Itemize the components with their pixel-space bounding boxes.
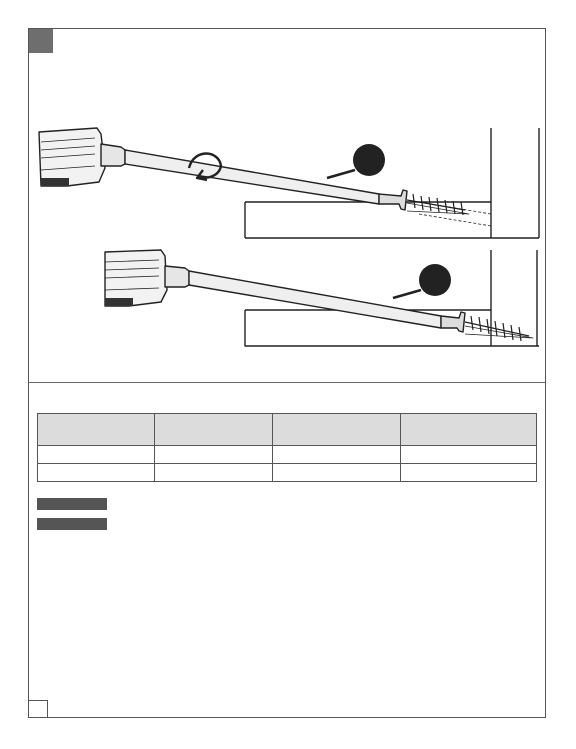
bottom-screw [441, 312, 465, 332]
top-callout-bubble [353, 144, 385, 176]
table-cell [155, 446, 273, 464]
table-header-cell [273, 414, 401, 446]
top-driver-shaft [125, 150, 379, 204]
table-cell [155, 464, 273, 482]
table-row [38, 446, 537, 464]
step-badge [29, 29, 53, 53]
table-header-cell [401, 414, 537, 446]
bottom-scene [105, 250, 539, 346]
note-tag-1 [37, 498, 107, 510]
table-row [38, 464, 537, 482]
table-cell [273, 464, 401, 482]
top-chuck [101, 144, 125, 166]
table-cell [38, 464, 155, 482]
section-divider [29, 382, 545, 383]
top-screw [379, 190, 407, 210]
bottom-chuck [165, 266, 189, 287]
table-header-cell [155, 414, 273, 446]
note-tag-2 [37, 518, 107, 530]
top-drill-body [39, 128, 105, 186]
table-cell [38, 446, 155, 464]
screw-installation-illustration [29, 110, 545, 370]
bottom-callout-bubble [419, 264, 451, 296]
bottom-driver-shaft [189, 271, 441, 328]
table-cell [401, 446, 537, 464]
top-scene [39, 128, 539, 238]
table-header-row [38, 414, 537, 446]
spec-table [37, 413, 537, 482]
page-number [28, 700, 48, 718]
table-cell [401, 464, 537, 482]
table-header-cell [38, 414, 155, 446]
table-cell [273, 446, 401, 464]
